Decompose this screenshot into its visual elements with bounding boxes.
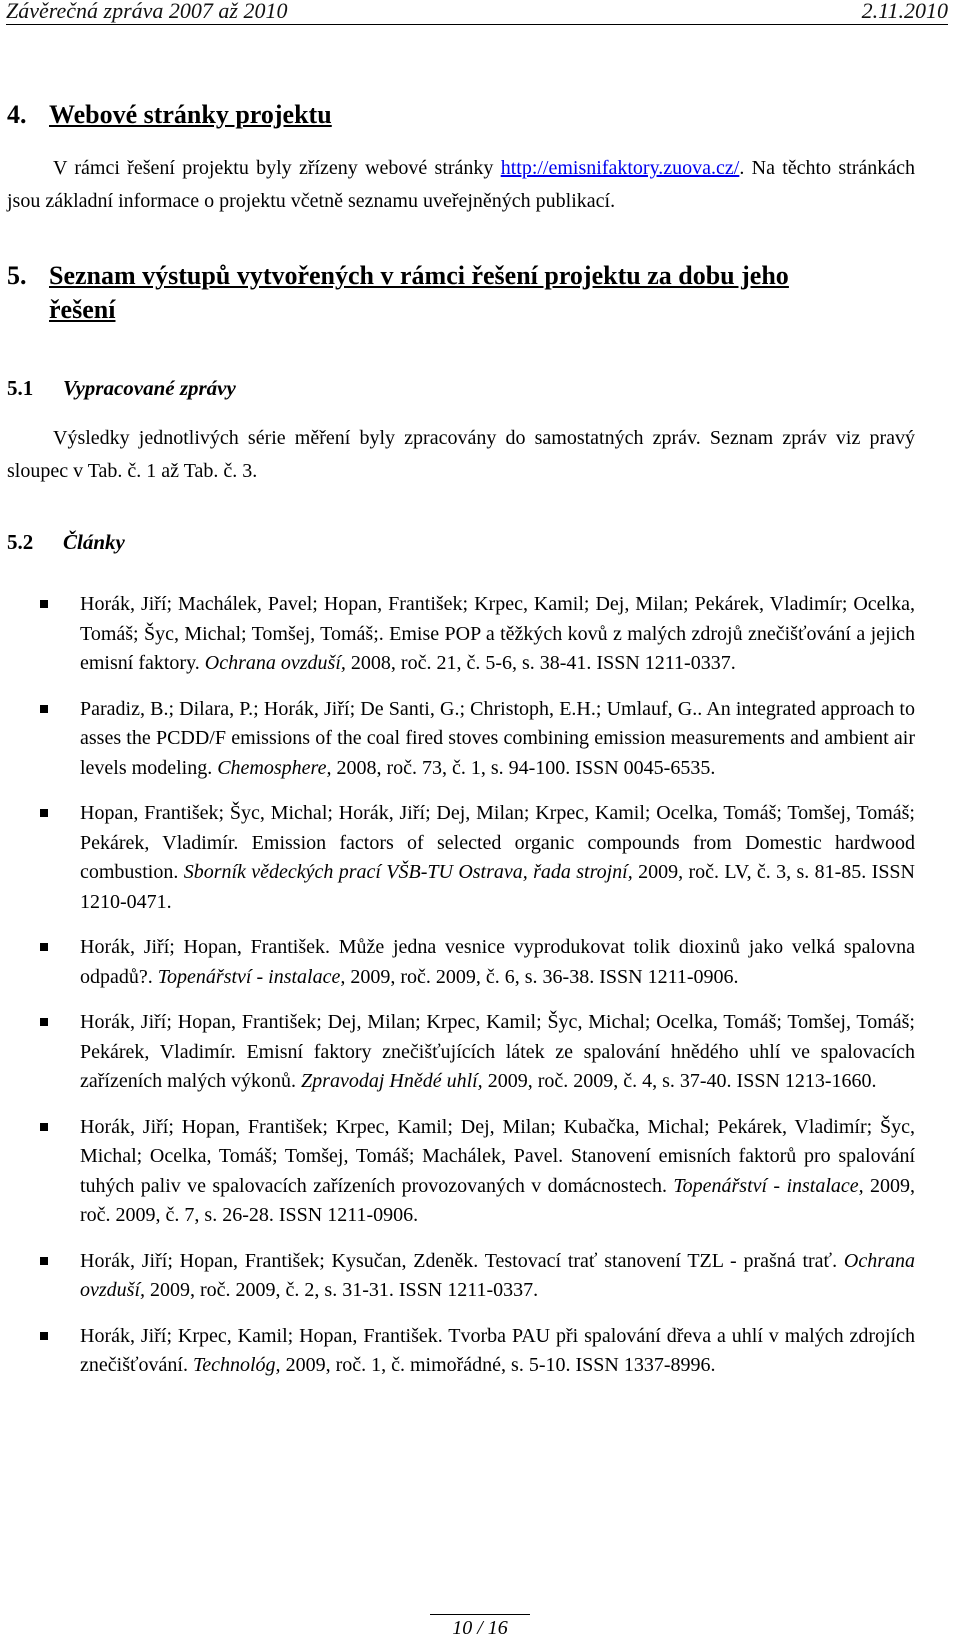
section-5-1-heading [7, 376, 236, 401]
section-5-1-paragraph: Výsledky jednotlivých série měření byly zpracovány do samostatných zpráv. Seznam zpráv viz pravý sloupec v Tab. č. 1 až Tab. č. 3. [7, 427, 915, 482]
bullet-square-icon [40, 809, 48, 817]
list-item: Horák, Jiří; Hopan, František; Dej, Milan; Krpec, Kamil; Šyc, Michal; Ocelka, Tomáš; Tomšej, Tomáš; Pekárek, Vladimír. Emisní faktory znečišťujících látek ze spalování hnědého uhlí ve spalovacích zařízeních malých výkonů. Zpravodaj Hnědé uhlí, 2009, roč. 2009, č. 4, s. 37-40. ISSN 1213-1660. [40, 1008, 915, 1097]
bullet-square-icon [40, 705, 48, 713]
section-4-text-after: . Na těchto stránkách jsou základní informace o projektu včetně seznamu uveřejněných publikací. [7, 157, 915, 212]
header-title: Závěrečná zpráva 2007 až 2010 [6, 0, 288, 23]
project-website-link[interactable]: http://emisnifaktory.zuova.cz/ [500, 157, 740, 179]
journal-name: Sborník vědeckých prací VŠB-TU Ostrava, řada strojní, [183, 861, 633, 883]
list-item: Horák, Jiří; Hopan, František. Může jedna vesnice vyprodukovat tolik dioxinů jako velká spalovna odpadů?. Topenářství - instalace, 2009, roč. 2009, č. 6, s. 36-38. ISSN 1211-0906. [40, 933, 915, 992]
header-date: 2.11.2010 [861, 0, 948, 23]
journal-name: Technológ, [192, 1354, 281, 1376]
bullet-square-icon [40, 943, 48, 951]
section-5-1-title: Vypracované zprávy [63, 376, 236, 400]
bullet-square-icon [40, 1332, 48, 1340]
bullet-square-icon [40, 1123, 48, 1131]
section-4-text-before: V rámci řešení projektu byly zřízeny webové stránky [53, 157, 501, 179]
list-item: Horák, Jiří; Machálek, Pavel; Hopan, František; Krpec, Kamil; Dej, Milan; Pekárek, Vladimír; Ocelka, Tomáš; Šyc, Michal; Tomšej, Tomáš;. Emise POP a těžkých kovů z malých zdrojů znečišťování a jejich emisní faktory. Ochrana ovzduší, 2008, roč. 21, č. 5-6, s. 38-41. ISSN 1211-0337. [40, 590, 915, 679]
journal-name: Zpravodaj Hnědé uhlí, [301, 1070, 483, 1092]
section-5-1-number: 5.1 [7, 376, 34, 400]
section-5-2-title: Články [63, 530, 125, 554]
section-4-heading [7, 98, 332, 132]
articles-list [40, 590, 915, 1397]
bullet-square-icon [40, 1018, 48, 1026]
journal-name: Topenářství - instalace, [673, 1174, 864, 1197]
list-item: Horák, Jiří; Krpec, Kamil; Hopan, František. Tvorba PAU při spalování dřeva a uhlí v malých zdrojích znečišťování. Technológ, 2009, roč. 1, č. mimořádné, s. 5-10. ISSN 1337-8996. [40, 1322, 915, 1381]
section-4-paragraph [7, 152, 915, 218]
list-item: Horák, Jiří; Hopan, František; Krpec, Kamil; Dej, Milan; Kubačka, Michal; Pekárek, Vladimír; Šyc, Michal; Ocelka, Tomáš; Tomšej, Tomáš; Machálek, Pavel. Stanovení emisních faktorů pro spalování tuhých paliv ve spalovacích zařízeních provozovaných v domácnostech. Topenářství - instalace, 2009, roč. 2009, č. 7, s. 26-28. ISSN 1211-0906. [40, 1113, 915, 1231]
list-item: Hopan, František; Šyc, Michal; Horák, Jiří; Dej, Milan; Krpec, Kamil; Ocelka, Tomáš; Tomšej, Tomáš; Pekárek, Vladimír. Emission factors of selected organic compounds from Domestic hardwood combustion. Sborník vědeckých prací VŠB-TU Ostrava, řada strojní, 2009, roč. LV, č. 3, s. 81-85. ISSN 1210-0471. [40, 799, 915, 917]
section-4-title: Webové stránky projektu [49, 100, 332, 129]
journal-name: Ochrana ovzduší, [204, 652, 346, 674]
bullet-square-icon [40, 600, 48, 608]
section-5-2-heading [7, 530, 125, 555]
section-4-number: 4. [7, 100, 27, 129]
bullet-square-icon [40, 1257, 48, 1265]
journal-name: Topenářství - instalace, [157, 965, 346, 988]
list-item: Paradiz, B.; Dilara, P.; Horák, Jiří; De Santi, G.; Christoph, E.H.; Umlauf, G.. An integrated approach to asses the PCDD/F emissions of the coal fired stoves combining emission measurements and ambient air levels modeling. Chemosphere, 2008, roč. 73, č. 1, s. 94-100. ISSN 0045-6535. [40, 695, 915, 784]
running-header [6, 0, 948, 25]
page-number: 10 / 16 [452, 1617, 508, 1639]
journal-name: Ochrana ovzduší, [80, 1249, 915, 1301]
footer-rule [430, 1614, 530, 1615]
section-5-heading [7, 259, 789, 293]
section-5-heading-cont [49, 293, 115, 327]
section-5-2-number: 5.2 [7, 530, 34, 554]
list-item: Horák, Jiří; Hopan, František; Kysučan, Zdeněk. Testovací trať stanovení TZL - prašná trať. Ochrana ovzduší, 2009, roč. 2009, č. 2, s. 31-31. ISSN 1211-0337. [40, 1247, 915, 1306]
section-5-title-line2: řešení [49, 295, 116, 324]
journal-name: Chemosphere, [217, 756, 332, 779]
section-5-number: 5. [7, 261, 27, 290]
section-5-title-line1: Seznam výstupů vytvořených v rámci řešení projektu za dobu jeho [49, 261, 789, 290]
